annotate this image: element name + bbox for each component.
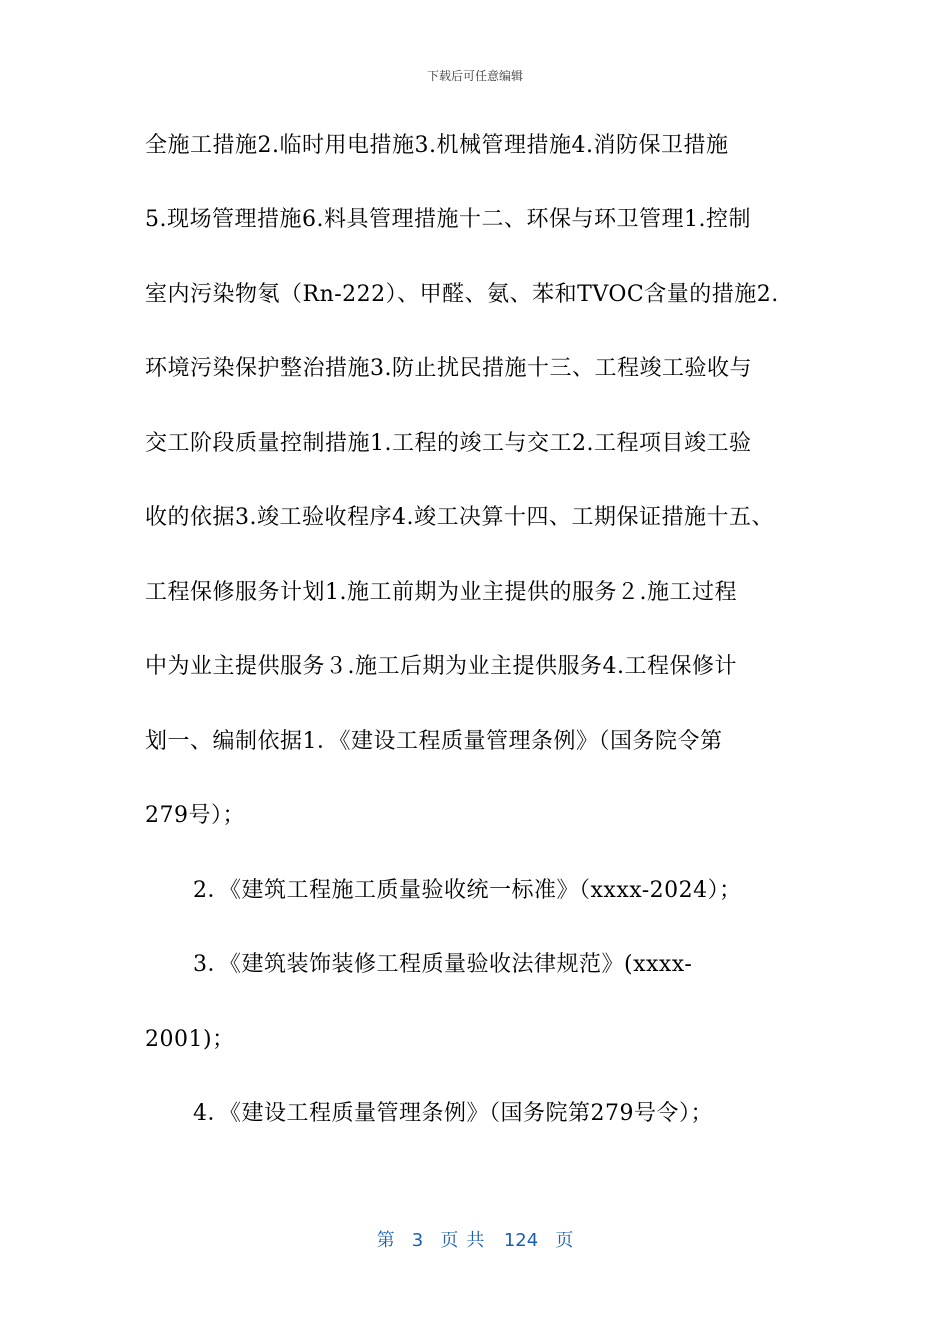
text-line: 工程保修服务计划1.施工前期为业主提供的服务２.施工过程 — [145, 580, 737, 605]
text-line: 2001)； — [145, 1027, 235, 1052]
text-line: 4．《建设工程质量管理条例》（国务院第279号令）； — [193, 1101, 713, 1126]
text-line: 中为业主提供服务３.施工后期为业主提供服务4.工程保修计 — [145, 654, 737, 679]
text-line: 收的依据3.竣工验收程序4.竣工决算十四、工期保证措施十五、 — [145, 505, 774, 530]
text-line: 3．《建筑装饰装修工程质量验收法律规范》(xxxx- — [193, 952, 693, 977]
text-line: 室内污染物氡（Rn-222）、甲醛、氨、苯和TVOC含量的措施2. — [145, 282, 779, 307]
page-header: 下载后可任意编辑 — [426, 69, 523, 83]
text-line: 2．《建筑工程施工质量验收统一标准》（xxxx-2024）； — [193, 878, 742, 903]
text-line: 交工阶段质量控制措施1.工程的竣工与交工2.工程项目竣工验 — [145, 431, 752, 456]
footer-page-number: 3 — [411, 1230, 424, 1251]
text-line: 全施工措施2.临时用电措施3.机械管理措施4.消防保卫措施 — [145, 133, 729, 158]
text-line: 划一、编制依据1．《建设工程质量管理条例》（国务院令第 — [145, 729, 723, 754]
footer-middle: 页共 — [440, 1230, 493, 1251]
page-footer — [0, 1226, 950, 1252]
text-line: 5.现场管理措施6.料具管理措施十二、环保与环卫管理1.控制 — [145, 207, 751, 232]
footer-prefix: 第 — [376, 1230, 395, 1251]
footer-total-pages: 124 — [503, 1230, 539, 1251]
footer-suffix: 页 — [555, 1230, 574, 1251]
text-line: 279号）； — [145, 803, 245, 828]
text-line: 环境污染保护整治措施3.防止扰民措施十三、工程竣工验收与 — [145, 356, 752, 381]
